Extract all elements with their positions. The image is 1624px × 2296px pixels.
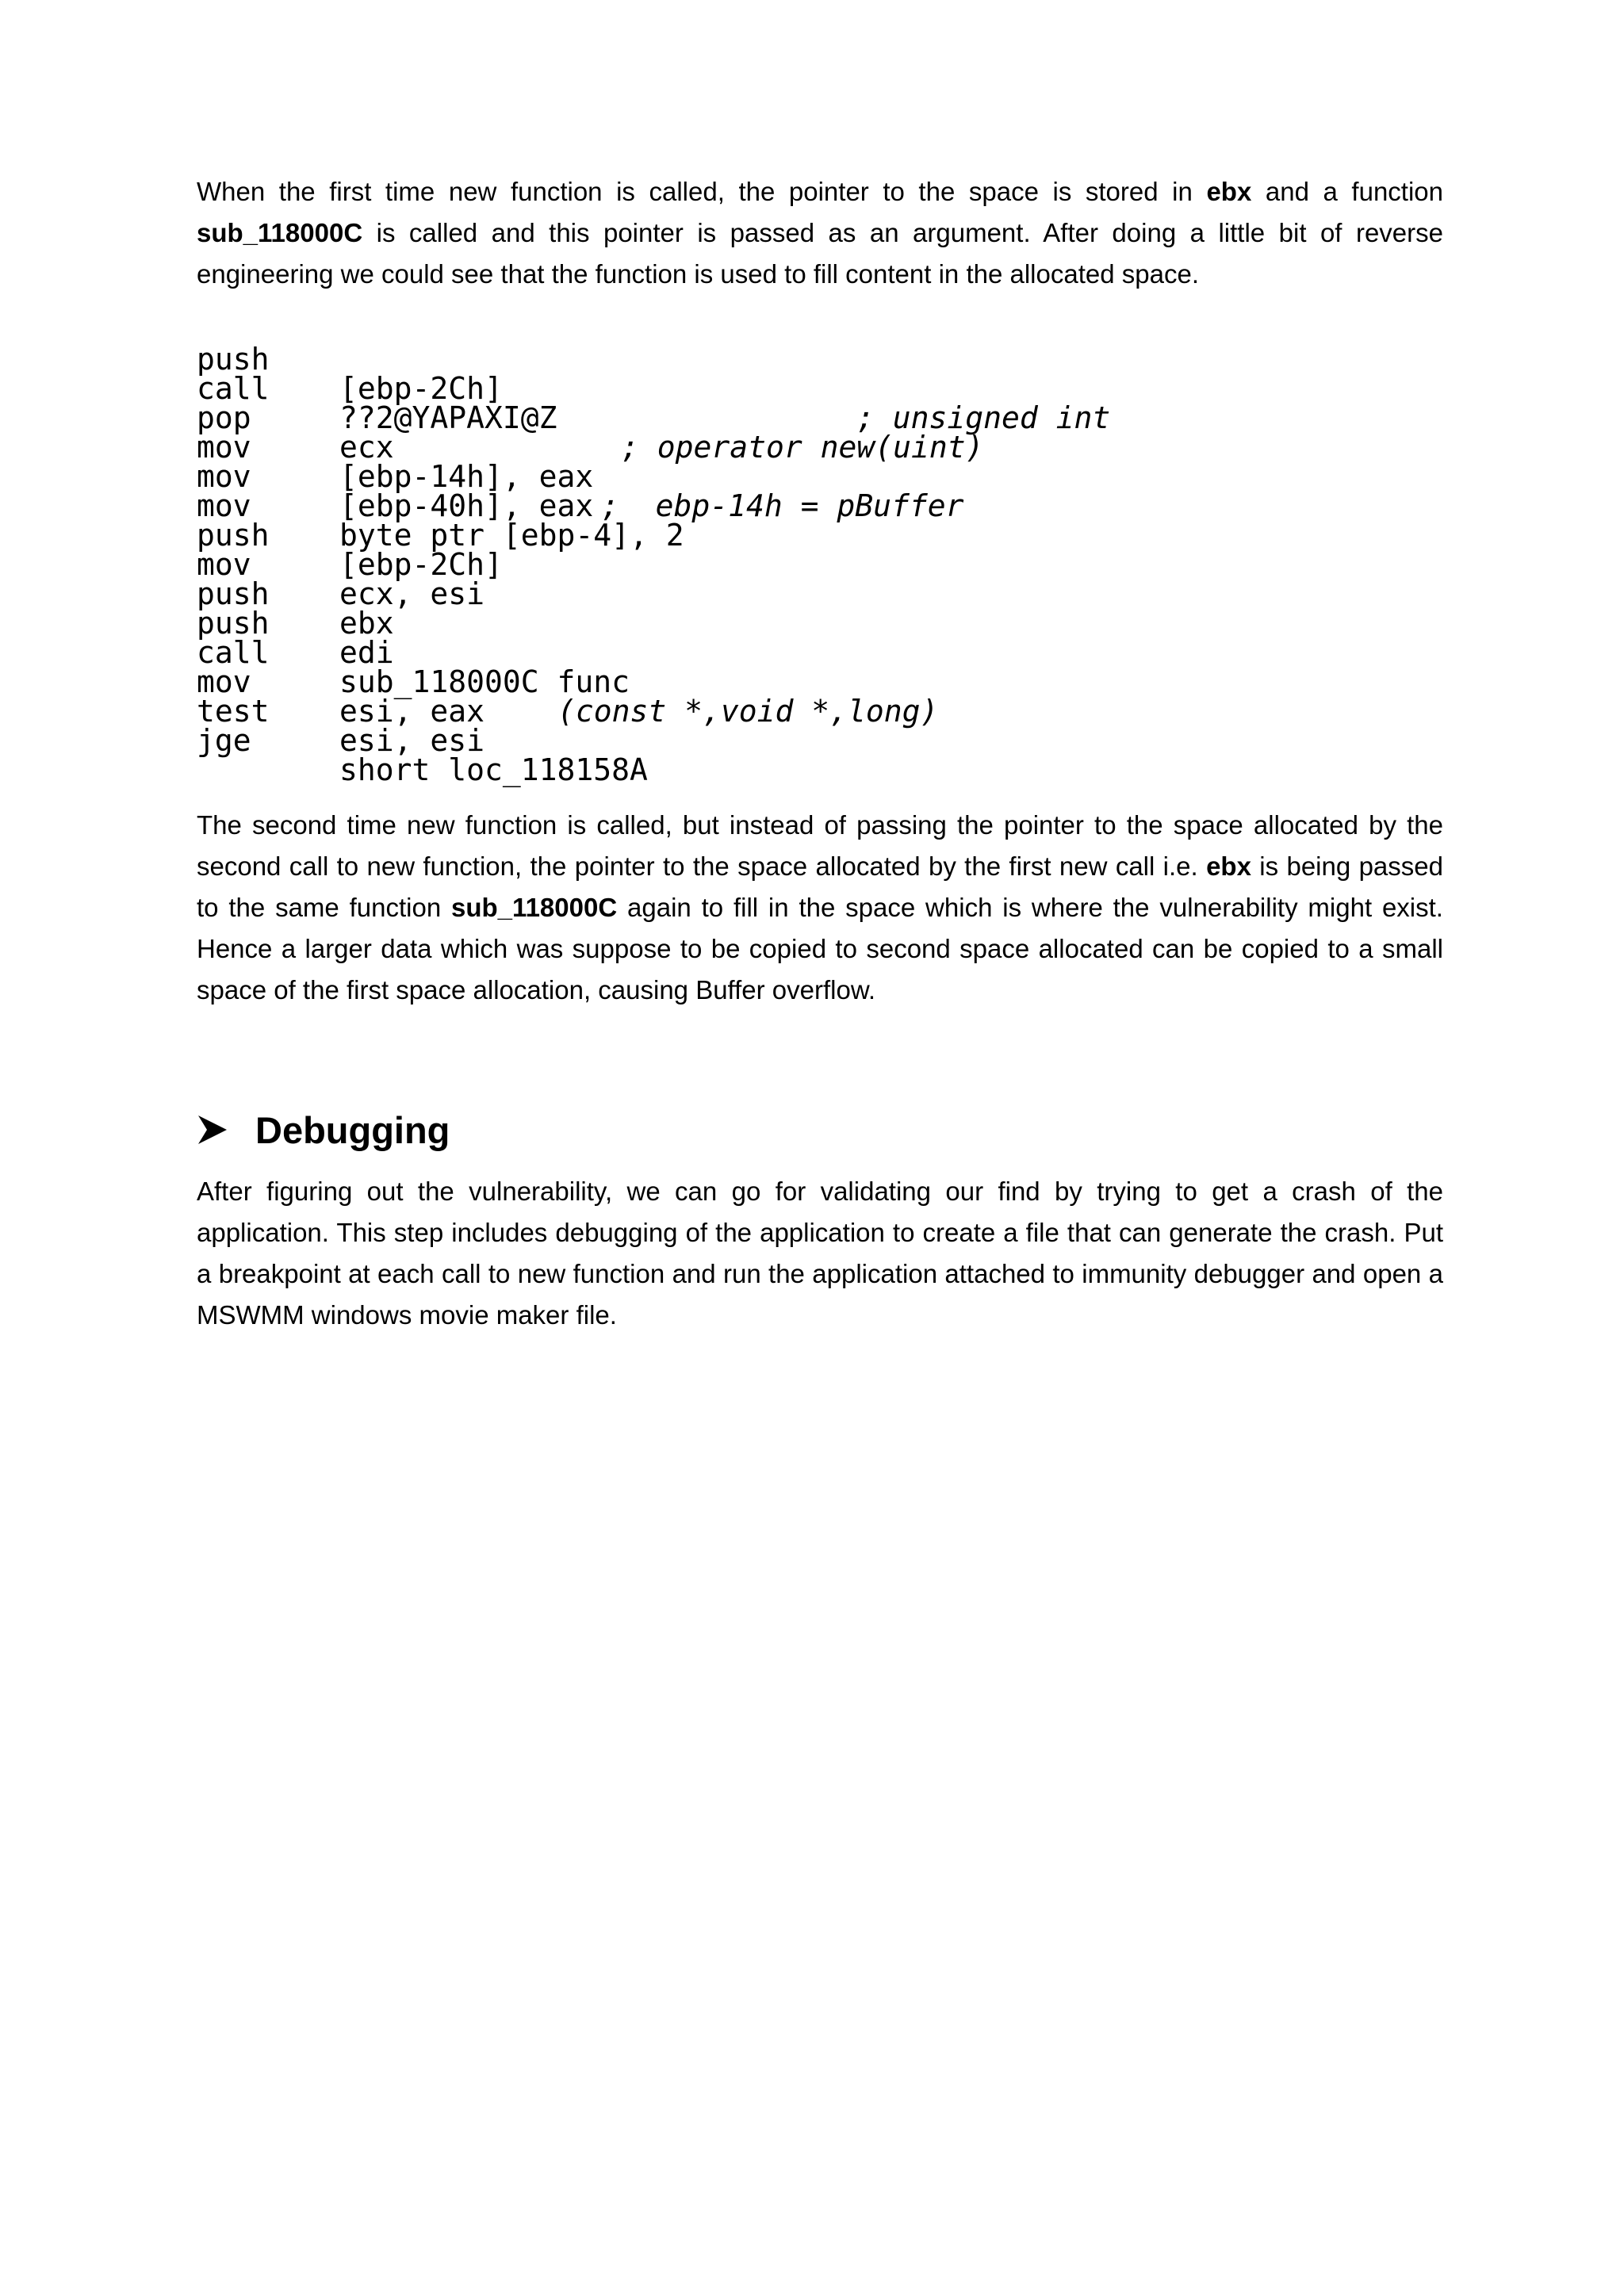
code-opcode: test [197, 694, 270, 729]
paragraph-intro-bold-ebx: ebx [1206, 177, 1252, 206]
code-comment: (const *,void *,long) [557, 694, 939, 729]
section-heading [197, 1106, 450, 1154]
code-opcode: call [197, 371, 270, 406]
code-operand: edi [339, 635, 394, 670]
code-opcode: pop [197, 400, 251, 435]
paragraph-explanation-text-3: again to fill in the space which is where the vulnerability might exist. Hence a larger data which was suppose to be copied to second space allocated can be copied to a small space of the first space allocation, causing Buffer overflow. [197, 893, 1443, 1004]
code-operand: [ebp-40h], eax [339, 488, 594, 523]
code-operand: sub_118000C func [339, 664, 630, 699]
paragraph-explanation-bold-ebx: ebx [1206, 851, 1251, 881]
paragraph-intro-text-1: When the first time new function is called, the pointer to the space is stored in [197, 177, 1207, 206]
code-operand: [ebp-2Ch] [339, 371, 503, 406]
code-opcode: mov [197, 664, 251, 699]
code-operand: [ebp-2Ch] [339, 547, 503, 582]
code-operand: ebx [339, 606, 394, 641]
paragraph-explanation-text-2: is being passed to the same function [197, 851, 1443, 922]
code-opcode: call [197, 635, 270, 670]
paragraph-explanation-bold-function: sub_118000C [451, 893, 618, 922]
code-comment: ; operator new(uint) [621, 430, 984, 465]
assembly-code-block [197, 316, 1443, 787]
paragraph-explanation-text-1: The second time new function is called, but instead of passing the pointer to the space allocated by the second call to new function, the pointer to the space allocated by the first new call i.e. [197, 810, 1443, 881]
code-operand: ??2@YAPAXI@Z [339, 400, 557, 435]
code-operand: byte ptr [ebp-4], 2 [339, 518, 684, 553]
arrow-bullet-icon [197, 1114, 228, 1146]
code-opcode: mov [197, 430, 251, 465]
code-opcode: jge [197, 723, 251, 758]
code-opcode: push [197, 342, 270, 377]
paragraph-intro-text-2: and a function [1251, 177, 1443, 206]
paragraph-explanation [197, 805, 1443, 1011]
code-opcode: mov [197, 488, 251, 523]
code-operand: [ebp-14h], eax [339, 459, 594, 494]
code-opcode: push [197, 606, 270, 641]
code-operand: ecx, esi [339, 576, 485, 611]
code-operand: esi, eax [339, 694, 485, 729]
code-opcode: push [197, 518, 270, 553]
paragraph-intro-text-3: is called and this pointer is passed as an argument. After doing a little bit of reverse engineering we could see that the function is used to fill content in the allocated space. [197, 218, 1443, 289]
paragraph-intro-bold-function: sub_118000C [197, 218, 363, 247]
code-operand: ecx [339, 430, 394, 465]
code-opcode: mov [197, 547, 251, 582]
code-opcode: mov [197, 459, 251, 494]
code-operand: short loc_118158A [339, 752, 648, 787]
section-title: Debugging [255, 1108, 450, 1151]
paragraph-debugging: After figuring out the vulnerability, we can go for validating our find by trying to get a crash of the application. This step includes debugging of the application to create a file that can generate the crash. Put a breakpoint at each call to new function and run the application attached to immunity debugger and open a MSWMM windows movie maker file. [197, 1177, 1443, 1330]
code-operand: esi, esi [339, 723, 485, 758]
paragraph-intro [197, 171, 1443, 295]
code-opcode: push [197, 576, 270, 611]
code-comment: ; unsigned int [856, 400, 1111, 435]
code-comment: ; ebp-14h = pBuffer [601, 488, 964, 523]
